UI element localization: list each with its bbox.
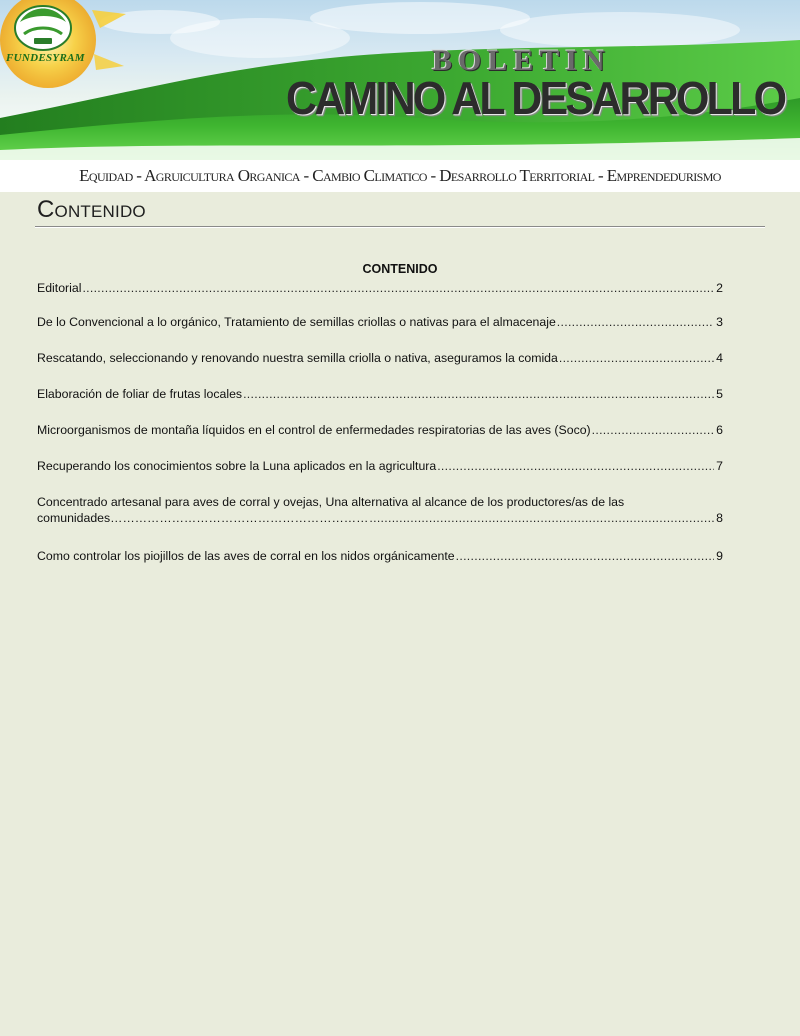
toc-leader-dots: [437, 458, 714, 474]
toc-entry-title: Rescatando, seleccionando y renovando nuestra semilla criolla o nativa, aseguramos la comida: [37, 351, 558, 365]
toc-entry[interactable]: [37, 494, 723, 526]
toc-leader-dots: [369, 510, 714, 526]
toc-entry-title-continued: comunidades………………………………………………………: [37, 511, 369, 525]
toc-entry-title: Recuperando los conocimientos sobre la Luna aplicados en la agricultura: [37, 459, 437, 473]
toc-entry[interactable]: [37, 386, 723, 402]
toc-entry-page: 9: [716, 549, 723, 563]
toc-entry-page: 6: [716, 423, 723, 437]
toc-entry-title: Elaboración de foliar de frutas locales: [37, 387, 243, 401]
toc-entry[interactable]: [37, 458, 723, 474]
toc-entry-title: Editorial: [37, 281, 82, 295]
toc-entry-page: 3: [716, 315, 723, 329]
toc-leader-dots: [82, 280, 714, 296]
toc-entry[interactable]: [37, 314, 723, 330]
toc-leader-dots: [456, 548, 715, 564]
toc-entry[interactable]: [37, 422, 723, 438]
toc-entry-page: 4: [716, 351, 723, 365]
toc-leader-dots: [559, 350, 714, 366]
banner-title: CAMINO AL DESARROLLO: [286, 73, 785, 125]
toc-entry-page: 7: [716, 459, 723, 473]
section-divider: [35, 226, 765, 228]
toc-entry-page: 8: [716, 511, 723, 525]
header-banner: [0, 0, 800, 160]
toc-entry-title: Concentrado artesanal para aves de corral y ovejas, Una alternativa al alcance de los productores/as de las: [37, 495, 625, 509]
banner-kicker: BOLETIN: [432, 44, 611, 77]
toc-heading: CONTENIDO: [362, 262, 438, 276]
toc-entry[interactable]: [37, 548, 723, 564]
toc-leader-dots: [243, 386, 714, 402]
toc-entry-page: 5: [716, 387, 723, 401]
toc-entry[interactable]: [37, 280, 723, 296]
tagline: Equidad - Agruicultura Organica - Cambio Climatico - Desarrollo Territorial - Emprendedurismo: [0, 160, 800, 192]
toc-entry-title: Como controlar los piojillos de las aves de corral en los nidos orgánicamente: [37, 549, 455, 563]
section-title: Contenido: [37, 196, 146, 223]
toc-leader-dots: [557, 314, 714, 330]
toc-entry[interactable]: [37, 350, 723, 366]
toc-entry-page: 2: [716, 281, 723, 295]
toc-leader-dots: [592, 422, 715, 438]
toc-entry-title: De lo Convencional a lo orgánico, Tratamiento de semillas criollas o nativas para el almacenaje: [37, 315, 556, 329]
logo-wordmark: FUNDESYRAM: [6, 52, 85, 64]
toc-entry-title: Microorganismos de montaña líquidos en el control de enfermedades respiratorias de las aves (Soco): [37, 423, 591, 437]
